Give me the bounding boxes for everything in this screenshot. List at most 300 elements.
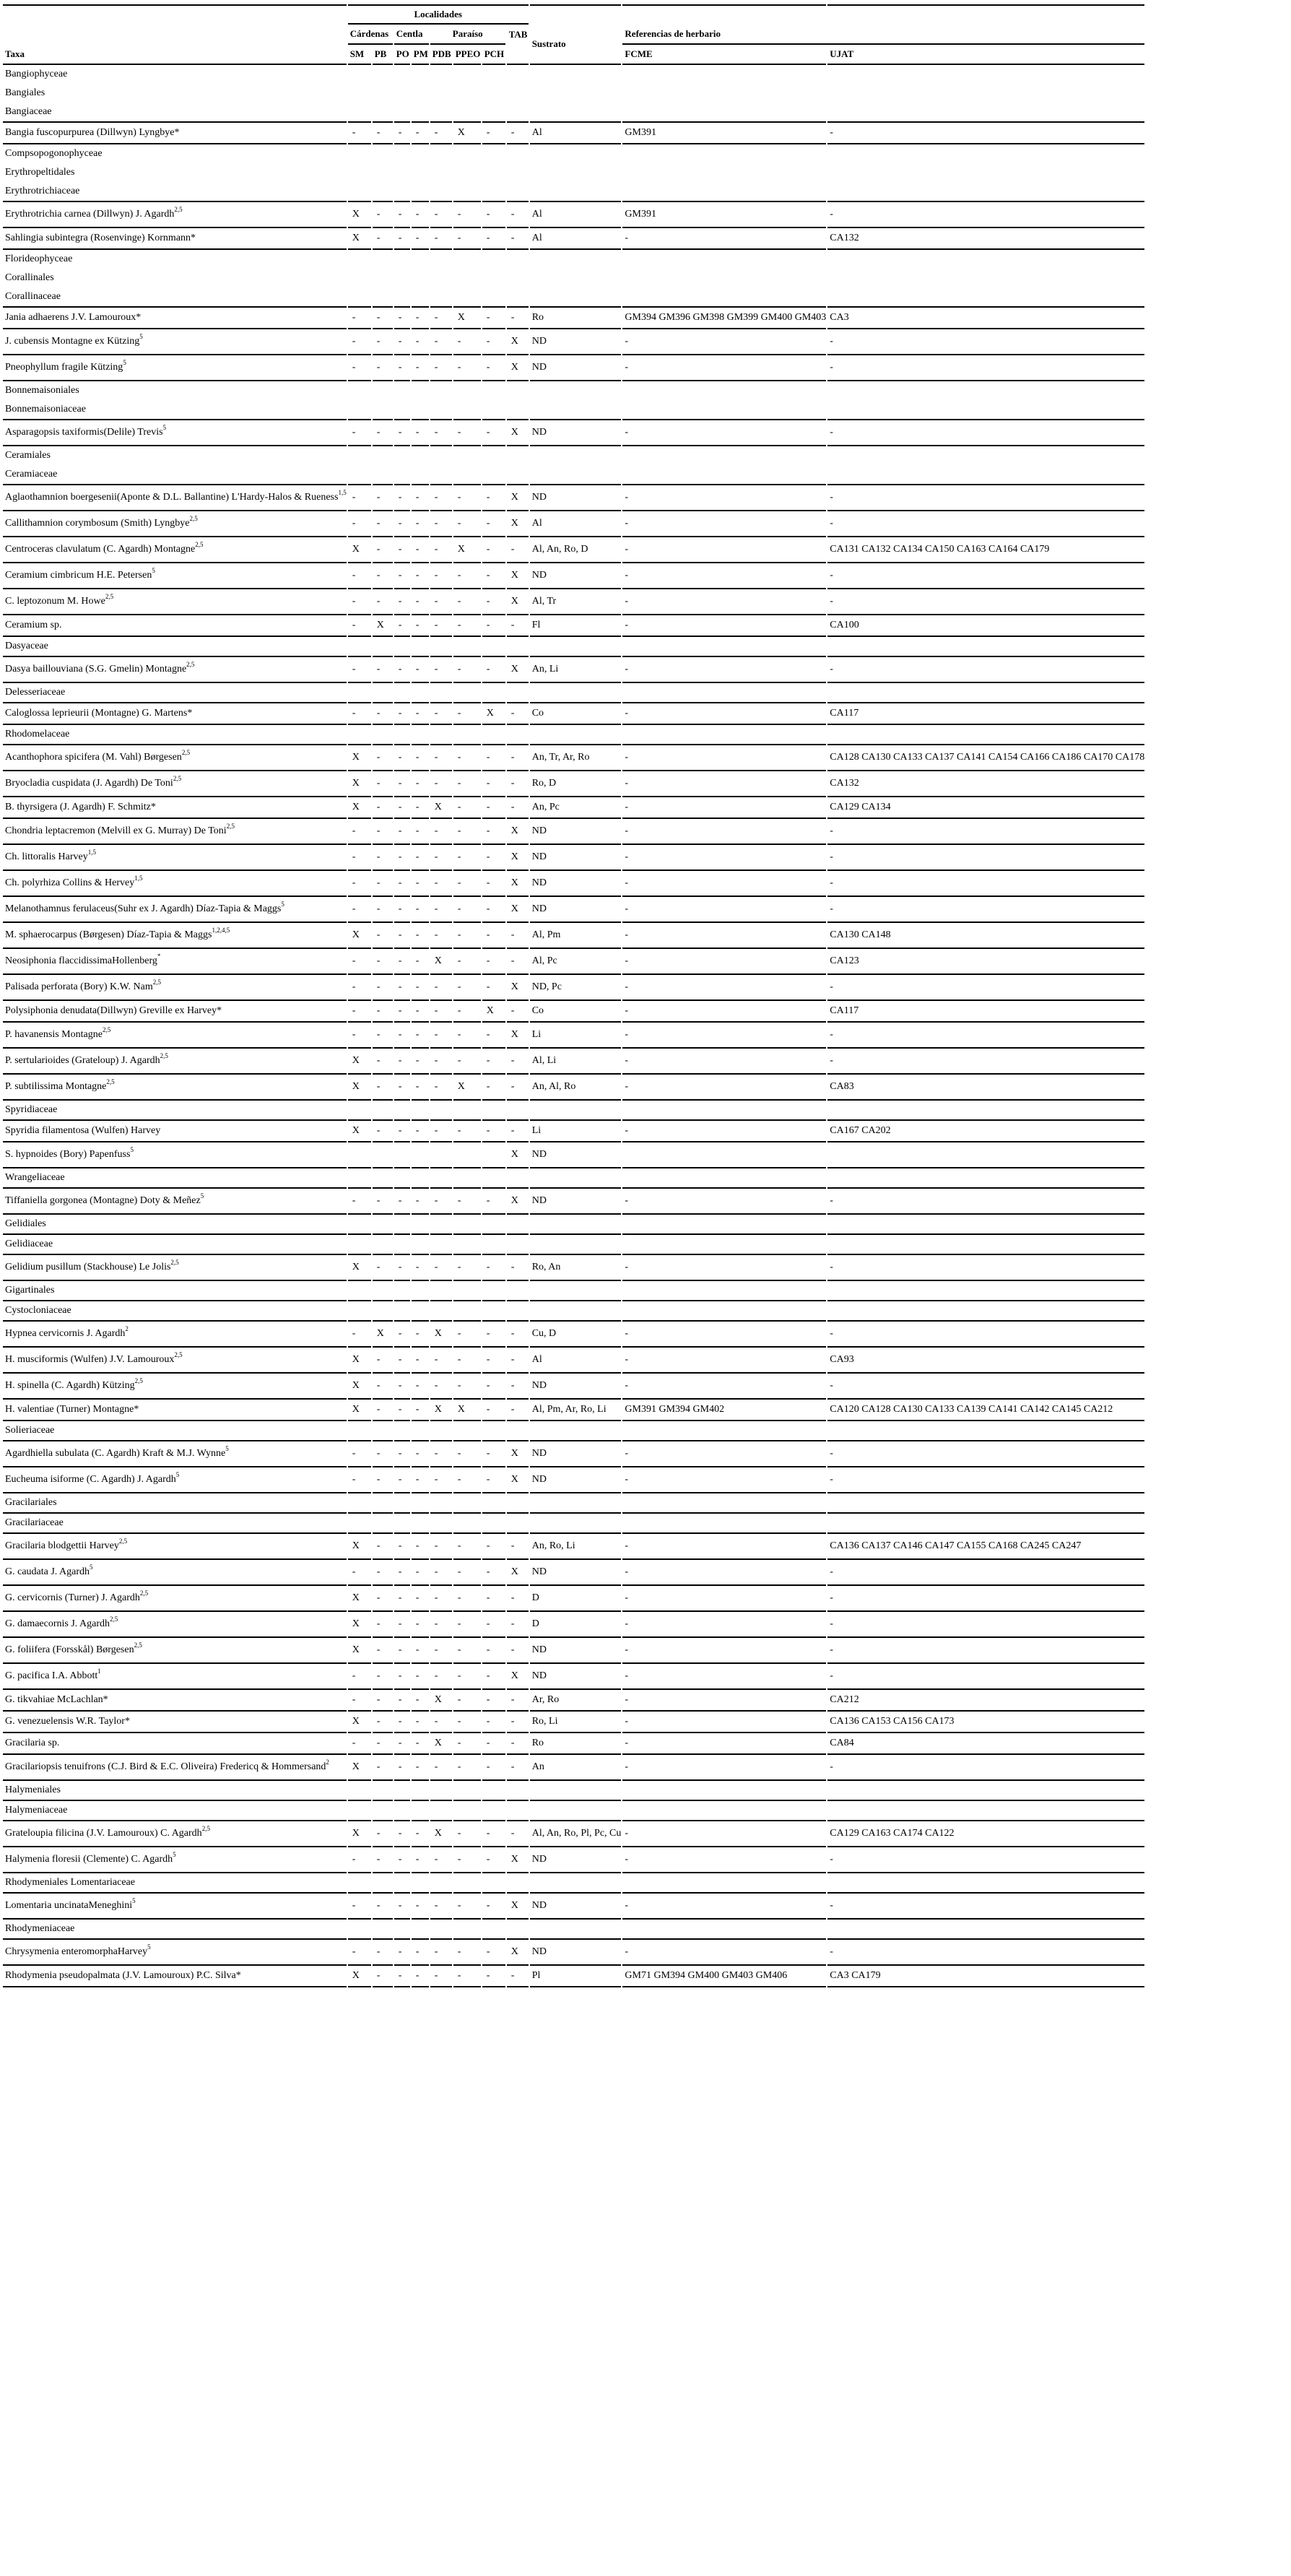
ujat-cell: CA128 CA130 CA133 CA137 CA141 CA154 CA166 CA186 CA170 CA178 (827, 745, 1144, 771)
empty-cell (348, 1920, 371, 1940)
taxon-name-cell (3, 615, 347, 637)
empty-cell (373, 1514, 393, 1534)
empty-cell (430, 287, 452, 308)
empty-cell (507, 163, 529, 182)
presence-pch: - (482, 1255, 505, 1281)
presence-ppeo: - (453, 1847, 481, 1873)
presence-pb: - (373, 420, 393, 446)
ujat-cell: - (827, 1612, 1144, 1638)
presence-pch: - (482, 355, 505, 381)
empty-cell (530, 1920, 622, 1940)
presence-po: - (394, 1847, 410, 1873)
presence-sm: - (348, 485, 371, 511)
presence-pm: - (412, 589, 429, 615)
empty-cell (507, 400, 529, 420)
presence-sm: - (348, 1023, 371, 1049)
presence-tab: - (507, 1966, 529, 1987)
empty-cell (530, 637, 622, 657)
ujat-cell: - (827, 1049, 1144, 1075)
sustrato-cell: Ro, An (530, 1255, 622, 1281)
presence-sm: X (348, 202, 371, 228)
taxon-name: H. musciformis (Wulfen) J.V. Lamouroux (5, 1354, 175, 1365)
header-localidades: Localidades (348, 4, 529, 25)
presence-pdb: - (430, 1075, 452, 1101)
fcme-cell: - (622, 355, 826, 381)
ujat-cell: - (827, 975, 1144, 1001)
presence-pdb: - (430, 1348, 452, 1374)
taxon-name-cell (3, 1189, 347, 1215)
presence-sm: X (348, 1821, 371, 1847)
header-site-ppeo: PPEO (453, 45, 481, 65)
presence-pm: - (412, 897, 429, 923)
ujat-cell: CA3 (827, 308, 1144, 329)
presence-pb: - (373, 1612, 393, 1638)
empty-cell (827, 1801, 1144, 1821)
empty-cell (430, 1215, 452, 1235)
taxon-name: Hypnea cervicornis J. Agardh (5, 1328, 126, 1339)
taxon-name-cell (3, 420, 347, 446)
empty-cell (507, 725, 529, 745)
header-site-pdb: PDB (430, 45, 452, 65)
ujat-cell: - (827, 1664, 1144, 1690)
table-row (3, 1560, 1144, 1586)
fcme-cell: GM391 (622, 202, 826, 228)
group-name: Erythrotrichiaceae (3, 182, 347, 202)
ujat-cell: - (827, 657, 1144, 683)
taxon-reference-superscript: 2,5 (110, 1616, 118, 1623)
empty-cell (394, 287, 410, 308)
fcme-cell: - (622, 845, 826, 871)
presence-ppeo: - (453, 485, 481, 511)
empty-cell (453, 1168, 481, 1189)
empty-cell (453, 250, 481, 269)
group-name: Gelidiales (3, 1215, 347, 1235)
presence-pb: - (373, 1374, 393, 1400)
taxon-name: H. spinella (C. Agardh) Kützing (5, 1380, 135, 1391)
presence-pch: - (482, 485, 505, 511)
fcme-cell: - (622, 819, 826, 845)
presence-pch: - (482, 1612, 505, 1638)
fcme-cell: - (622, 1638, 826, 1664)
empty-cell (430, 182, 452, 202)
presence-pdb: - (430, 1467, 452, 1493)
presence-po: - (394, 123, 410, 144)
empty-cell (507, 65, 529, 84)
header-blank (3, 4, 347, 25)
presence-pm: - (412, 975, 429, 1001)
presence-tab: X (507, 329, 529, 355)
presence-ppeo: - (453, 923, 481, 949)
sustrato-cell: Li (530, 1121, 622, 1142)
taxon-reference-superscript: 5 (281, 901, 284, 908)
sustrato-cell: Al (530, 1348, 622, 1374)
presence-sm: - (348, 1001, 371, 1023)
empty-cell (373, 1781, 393, 1801)
presence-ppeo: - (453, 420, 481, 446)
presence-pch: - (482, 228, 505, 250)
taxon-reference-superscript: 2,5 (174, 1351, 183, 1358)
presence-pch: - (482, 1586, 505, 1612)
empty-cell (482, 1801, 505, 1821)
presence-pb: - (373, 1467, 393, 1493)
empty-cell (622, 84, 826, 103)
presence-sm: X (348, 1586, 371, 1612)
table-row (3, 1189, 1144, 1215)
presence-pch: - (482, 1075, 505, 1101)
empty-cell (430, 381, 452, 400)
presence-pch: - (482, 845, 505, 871)
presence-pb: - (373, 797, 393, 819)
presence-po: - (394, 1001, 410, 1023)
presence-po: - (394, 1733, 410, 1755)
taxon-group-row (3, 637, 1144, 657)
group-name: Bangiales (5, 87, 45, 98)
presence-po: - (394, 1023, 410, 1049)
presence-pm: - (412, 1441, 429, 1467)
fcme-cell: - (622, 329, 826, 355)
taxon-name-cell (3, 1255, 347, 1281)
table-row (3, 949, 1144, 975)
presence-pb: - (373, 975, 393, 1001)
taxon-name: Callithamnion corymbosum (Smith) Lyngbye (5, 518, 190, 529)
empty-cell (622, 65, 826, 84)
sustrato-cell: Al (530, 511, 622, 537)
header-site-pch: PCH (482, 45, 505, 65)
presence-pm: - (412, 1348, 429, 1374)
presence-pm: - (412, 1049, 429, 1075)
empty-cell (453, 637, 481, 657)
presence-sm: - (348, 1894, 371, 1920)
taxon-name: Rhodymenia pseudopalmata (J.V. Lamouroux) P.C. Silva* (5, 1970, 241, 1981)
taxon-name-cell (3, 871, 347, 897)
table-row (3, 871, 1144, 897)
header-site-tab (507, 45, 529, 65)
ujat-cell: - (827, 563, 1144, 589)
presence-pm: - (412, 1467, 429, 1493)
sustrato-cell: ND (530, 845, 622, 871)
taxon-group-row (3, 465, 1144, 485)
empty-cell (430, 400, 452, 420)
presence-pm: - (412, 703, 429, 725)
empty-cell (430, 1421, 452, 1441)
empty-cell (530, 1801, 622, 1821)
empty-cell (394, 465, 410, 485)
empty-cell (373, 269, 393, 287)
presence-pb: - (373, 1733, 393, 1755)
empty-cell (827, 381, 1144, 400)
empty-cell (348, 725, 371, 745)
presence-tab: - (507, 123, 529, 144)
empty-cell (482, 1301, 505, 1322)
empty-cell (482, 725, 505, 745)
empty-cell (622, 1514, 826, 1534)
group-name: Compsopogonophyceae (5, 148, 103, 159)
fcme-cell: - (622, 1586, 826, 1612)
empty-cell (430, 1920, 452, 1940)
empty-cell (827, 144, 1144, 163)
taxa-table (1, 4, 1146, 1987)
presence-ppeo: X (453, 1075, 481, 1101)
empty-cell (827, 1873, 1144, 1894)
presence-pdb: - (430, 1638, 452, 1664)
table-row (3, 511, 1144, 537)
presence-pch: - (482, 1690, 505, 1712)
fcme-cell: - (622, 1023, 826, 1049)
presence-ppeo: X (453, 1400, 481, 1421)
ujat-cell: - (827, 1894, 1144, 1920)
sustrato-cell: An, Li (530, 657, 622, 683)
empty-cell (348, 683, 371, 703)
presence-ppeo: - (453, 897, 481, 923)
fcme-cell: - (622, 1690, 826, 1712)
presence-tab: X (507, 563, 529, 589)
empty-cell (827, 400, 1144, 420)
presence-po: - (394, 771, 410, 797)
header-blank (3, 25, 347, 45)
taxon-name: S. hypnoides (Bory) Papenfuss (5, 1149, 131, 1160)
presence-pb: - (373, 589, 393, 615)
presence-pb: - (373, 202, 393, 228)
taxon-name: G. cervicornis (Turner) J. Agardh (5, 1592, 140, 1603)
taxon-name: Neosiphonia flaccidissimaHollenberg (5, 955, 157, 966)
sustrato-cell: Al, An, Ro, D (530, 537, 622, 563)
presence-pdb: - (430, 923, 452, 949)
taxon-group-row (3, 84, 1144, 103)
empty-cell (827, 250, 1144, 269)
presence-pdb: - (430, 537, 452, 563)
fcme-cell: - (622, 1534, 826, 1560)
presence-ppeo: - (453, 1467, 481, 1493)
ujat-cell: CA93 (827, 1348, 1144, 1374)
sustrato-cell: Li (530, 1023, 622, 1049)
empty-cell (373, 446, 393, 465)
presence-ppeo: - (453, 202, 481, 228)
presence-ppeo: - (453, 657, 481, 683)
ujat-cell: CA117 (827, 1001, 1144, 1023)
empty-cell (394, 1781, 410, 1801)
empty-cell (827, 1421, 1144, 1441)
table-row (3, 703, 1144, 725)
table-row (3, 1664, 1144, 1690)
empty-cell (482, 1514, 505, 1534)
presence-po: - (394, 845, 410, 871)
empty-cell (453, 465, 481, 485)
group-name: Rhodymeniaceae (3, 1920, 347, 1940)
empty-cell (412, 287, 429, 308)
empty-cell (412, 1235, 429, 1255)
empty-cell (394, 103, 410, 123)
empty-cell (373, 144, 393, 163)
empty-cell (394, 65, 410, 84)
empty-cell (394, 1281, 410, 1301)
empty-cell (430, 1514, 452, 1534)
taxon-reference-superscript: 5 (175, 1471, 180, 1478)
presence-tab: - (507, 1534, 529, 1560)
fcme-cell: - (622, 1255, 826, 1281)
presence-ppeo: - (453, 797, 481, 819)
sustrato-cell: ND (530, 1664, 622, 1690)
presence-tab: - (507, 1733, 529, 1755)
empty-cell (622, 144, 826, 163)
taxon-group-row (3, 144, 1144, 163)
presence-pdb: - (430, 897, 452, 923)
presence-pb: - (373, 1638, 393, 1664)
presence-pm: - (412, 845, 429, 871)
fcme-cell: - (622, 1894, 826, 1920)
table-row (3, 797, 1144, 819)
taxon-name: H. valentiae (Turner) Montagne* (5, 1404, 139, 1415)
table-row (3, 123, 1144, 144)
empty-cell (827, 683, 1144, 703)
taxon-reference-superscript: 5 (162, 424, 167, 431)
empty-cell (530, 1235, 622, 1255)
taxon-name-cell (3, 1049, 347, 1075)
empty-cell (412, 1514, 429, 1534)
sustrato-cell: ND (530, 1467, 622, 1493)
table-row (3, 1348, 1144, 1374)
presence-tab: X (507, 1560, 529, 1586)
presence-tab: X (507, 1441, 529, 1467)
presence-pm: - (412, 745, 429, 771)
empty-cell (430, 683, 452, 703)
ujat-cell: CA167 CA202 (827, 1121, 1144, 1142)
taxon-name-cell (3, 1560, 347, 1586)
empty-cell (412, 683, 429, 703)
presence-pm: - (412, 202, 429, 228)
table-row (3, 745, 1144, 771)
empty-cell (827, 446, 1144, 465)
taxon-name: G. venezuelensis W.R. Taylor* (5, 1716, 130, 1727)
header-blank (530, 4, 622, 25)
taxon-reference-superscript: 5 (200, 1192, 204, 1200)
empty-cell (507, 250, 529, 269)
fcme-cell: - (622, 589, 826, 615)
header-site-po: PO (394, 45, 410, 65)
presence-po: - (394, 1821, 410, 1847)
presence-pb: - (373, 1821, 393, 1847)
presence-pb: - (373, 771, 393, 797)
sustrato-cell: Al (530, 123, 622, 144)
sustrato-cell: ND (530, 1560, 622, 1586)
empty-cell (453, 269, 481, 287)
fcme-cell: - (622, 1075, 826, 1101)
presence-ppeo: - (453, 975, 481, 1001)
taxon-group-row (3, 1514, 1144, 1534)
presence-po: - (394, 1075, 410, 1101)
taxon-reference-superscript: 2,5 (181, 749, 191, 756)
presence-pm: - (412, 1712, 429, 1733)
taxon-reference-superscript: * (157, 953, 161, 960)
empty-cell (394, 84, 410, 103)
empty-cell (530, 1301, 622, 1322)
presence-pdb: - (430, 1966, 452, 1987)
taxon-name-cell (3, 949, 347, 975)
taxon-group-row (3, 683, 1144, 703)
empty-cell (622, 381, 826, 400)
taxon-name-cell (3, 1966, 347, 1987)
empty-cell (412, 103, 429, 123)
sustrato-cell: Al, Pm, Ar, Ro, Li (530, 1400, 622, 1421)
sustrato-cell: ND (530, 1638, 622, 1664)
presence-ppeo: - (453, 511, 481, 537)
empty-cell (530, 182, 622, 202)
taxon-name: Asparagopsis taxiformis(Delile) Trevis (5, 427, 163, 438)
group-name: Erythropeltidales (5, 167, 75, 178)
empty-cell (373, 84, 393, 103)
presence-pch: - (482, 1560, 505, 1586)
taxon-group-row (3, 1168, 1144, 1189)
presence-pch: - (482, 1189, 505, 1215)
empty-cell (507, 1281, 529, 1301)
table-row (3, 1638, 1144, 1664)
taxon-name-cell (3, 1023, 347, 1049)
presence-pdb: X (430, 1690, 452, 1712)
ujat-cell: - (827, 897, 1144, 923)
presence-pb: - (373, 1348, 393, 1374)
presence-tab: X (507, 1847, 529, 1873)
fcme-cell: - (622, 871, 826, 897)
group-name: Gracilariales (3, 1493, 347, 1514)
presence-pch: - (482, 1664, 505, 1690)
empty-cell (412, 381, 429, 400)
empty-cell (412, 1101, 429, 1121)
presence-pm: - (412, 329, 429, 355)
presence-ppeo: - (453, 615, 481, 637)
presence-tab: - (507, 1374, 529, 1400)
empty-cell (412, 446, 429, 465)
empty-cell (507, 381, 529, 400)
empty-cell (394, 163, 410, 182)
presence-po: - (394, 703, 410, 725)
presence-sm: X (348, 228, 371, 250)
taxon-name-cell (3, 1612, 347, 1638)
taxon-reference-superscript: 1,2,4,5 (212, 927, 230, 934)
presence-ppeo: - (453, 1189, 481, 1215)
taxon-name-cell (3, 1712, 347, 1733)
taxon-name-cell (3, 1374, 347, 1400)
empty-cell (373, 1301, 393, 1322)
presence-pb: - (373, 537, 393, 563)
taxon-name-cell (3, 1821, 347, 1847)
presence-po: - (394, 1966, 410, 1987)
sustrato-cell: ND (530, 1441, 622, 1467)
presence-tab: X (507, 1467, 529, 1493)
empty-cell (827, 1301, 1144, 1322)
presence-po: - (394, 420, 410, 446)
table-row (3, 537, 1144, 563)
presence-pb: - (373, 819, 393, 845)
empty-cell (507, 683, 529, 703)
fcme-cell: - (622, 1712, 826, 1733)
group-name: Rhodomelaceae (3, 725, 347, 745)
empty-cell (622, 1421, 826, 1441)
presence-po: - (394, 563, 410, 589)
table-row (3, 589, 1144, 615)
taxon-reference-superscript: 2 (125, 1325, 129, 1332)
empty-cell (622, 446, 826, 465)
sustrato-cell: ND, Pc (530, 975, 622, 1001)
presence-pch: - (482, 923, 505, 949)
presence-pch: - (482, 797, 505, 819)
empty-cell (453, 1873, 481, 1894)
taxon-reference-superscript: 2,5 (139, 1590, 149, 1597)
taxon-reference-superscript: 5 (132, 1897, 136, 1904)
empty-cell (373, 400, 393, 420)
empty-cell (827, 287, 1144, 308)
empty-cell (530, 1281, 622, 1301)
presence-pdb: X (430, 797, 452, 819)
sustrato-cell: Al, Li (530, 1049, 622, 1075)
